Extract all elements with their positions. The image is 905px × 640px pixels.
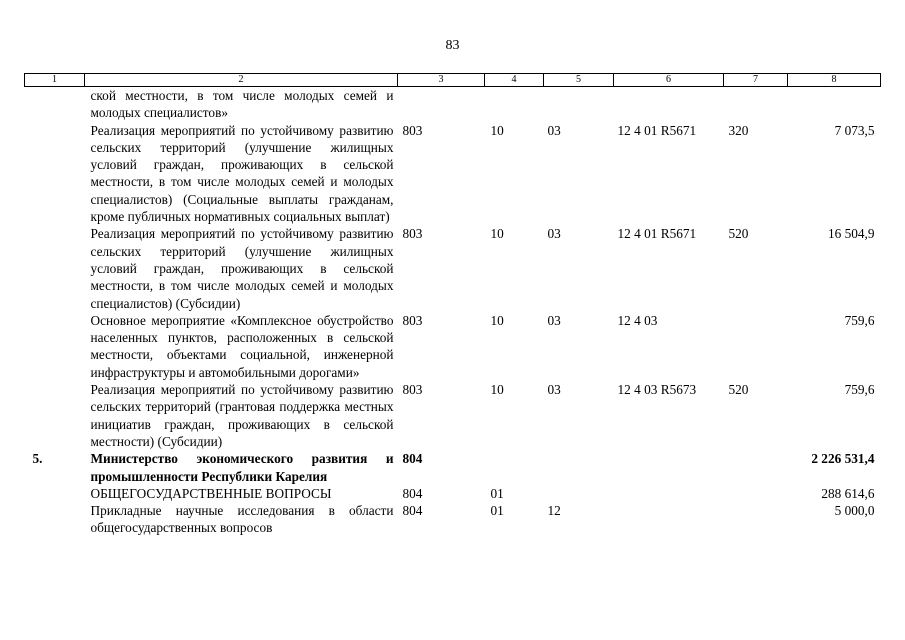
row-section-code: 01	[490, 485, 504, 501]
table-row	[25, 502, 881, 537]
row-grbs-code: 803	[402, 226, 423, 242]
page-number: 83	[445, 38, 460, 53]
row-expense-type-code	[724, 502, 788, 537]
column-number: 8	[788, 74, 881, 87]
row-number	[25, 122, 85, 226]
row-subsection-code: 03	[547, 226, 561, 242]
row-name: ской местности, в том числе молодых семей и молодых специалистов»	[90, 88, 394, 121]
row-expense-type-code: 520	[728, 382, 749, 398]
row-target-article-code	[614, 502, 724, 537]
row-section-code: 10	[490, 226, 504, 242]
row-target-article-code: 12 4 03 R5673	[617, 382, 697, 398]
row-number	[25, 502, 85, 537]
budget-table	[24, 73, 881, 537]
row-section-code: 10	[490, 382, 504, 398]
column-number: 6	[614, 74, 724, 87]
row-amount: 5 000,0	[834, 503, 875, 519]
row-name: Министерство экономического развития и промышленности Республики Карелия	[90, 451, 394, 484]
row-subsection-code: 03	[547, 312, 561, 328]
row-grbs-code: 804	[402, 485, 423, 501]
column-number: 2	[85, 74, 398, 87]
row-expense-type-code	[724, 87, 788, 122]
row-name: ОБЩЕГОСУДАРСТВЕННЫЕ ВОПРОСЫ	[90, 485, 332, 501]
row-expense-type-code: 320	[728, 122, 749, 138]
row-target-article-code	[614, 450, 724, 485]
table-row	[25, 485, 881, 502]
row-subsection-code	[544, 485, 614, 502]
row-target-article-code: 12 4 01 R5671	[617, 226, 697, 242]
row-section-code: 10	[490, 312, 504, 328]
row-section-code: 10	[490, 122, 504, 138]
row-amount: 759,6	[844, 382, 875, 398]
row-amount: 7 073,5	[834, 122, 875, 138]
row-grbs-code: 803	[402, 382, 423, 398]
table-row	[25, 312, 881, 381]
row-name: Реализация мероприятий по устойчивому развитию сельских территорий (грантовая поддержка местных инициатив граждан, проживающих в сельской местности) (Субсидии)	[90, 382, 394, 449]
row-subsection-code: 12	[547, 503, 561, 519]
row-subsection-code: 03	[547, 382, 561, 398]
row-grbs-code: 803	[402, 312, 423, 328]
row-name: Реализация мероприятий по устойчивому развитию сельских территорий (улучшение жилищных условий граждан, проживающих в сельской местности, в том числе молодых семей и молодых специалистов) (Субсидии)	[90, 226, 394, 311]
row-expense-type-code: 520	[728, 226, 749, 242]
row-subsection-code	[544, 450, 614, 485]
row-number	[25, 87, 85, 122]
row-grbs-code: 804	[402, 451, 423, 467]
row-subsection-code	[544, 87, 614, 122]
row-target-article-code	[614, 87, 724, 122]
row-name: Реализация мероприятий по устойчивому развитию сельских территорий (улучшение жилищных условий граждан, проживающих в сельской местности, в том числе молодых семей и молодых специалистов) (Социальные выплаты гражданам, кроме публичных нормативных социальных выплат)	[90, 122, 394, 225]
row-grbs-code: 803	[402, 122, 423, 138]
row-target-article-code	[614, 485, 724, 502]
row-target-article-code: 12 4 03	[617, 312, 658, 328]
column-number-row	[25, 74, 881, 87]
column-number: 5	[544, 74, 614, 87]
row-name: Прикладные научные исследования в области общегосударственных вопросов	[90, 503, 394, 536]
row-name: Основное мероприятие «Комплексное обустройство населенных пунктов, расположенных в сельской местности, объектами социальной, инженерной инфраструктуры и автомобильными дорогами»	[90, 312, 394, 380]
row-amount: 16 504,9	[827, 226, 875, 242]
row-number	[25, 485, 85, 502]
row-amount	[788, 87, 881, 122]
table-row	[25, 381, 881, 450]
table-row	[25, 225, 881, 311]
row-amount: 2 226 531,4	[811, 451, 875, 467]
row-expense-type-code	[724, 485, 788, 502]
row-section-code	[485, 87, 544, 122]
row-expense-type-code	[724, 450, 788, 485]
table-row	[25, 87, 881, 122]
row-number	[25, 225, 85, 311]
column-number: 1	[25, 74, 85, 87]
row-grbs-code	[398, 87, 485, 122]
row-number: 5.	[32, 451, 43, 467]
row-section-code: 01	[490, 503, 504, 519]
row-section-code	[485, 450, 544, 485]
row-subsection-code: 03	[547, 122, 561, 138]
table-row	[25, 122, 881, 226]
row-number	[25, 381, 85, 450]
row-amount: 759,6	[844, 312, 875, 328]
row-target-article-code: 12 4 01 R5671	[617, 122, 697, 138]
row-number	[25, 312, 85, 381]
column-number: 7	[724, 74, 788, 87]
row-grbs-code: 804	[402, 503, 423, 519]
column-number: 4	[485, 74, 544, 87]
table-row	[25, 450, 881, 485]
column-number: 3	[398, 74, 485, 87]
row-expense-type-code	[724, 312, 788, 381]
row-amount: 288 614,6	[821, 485, 875, 501]
